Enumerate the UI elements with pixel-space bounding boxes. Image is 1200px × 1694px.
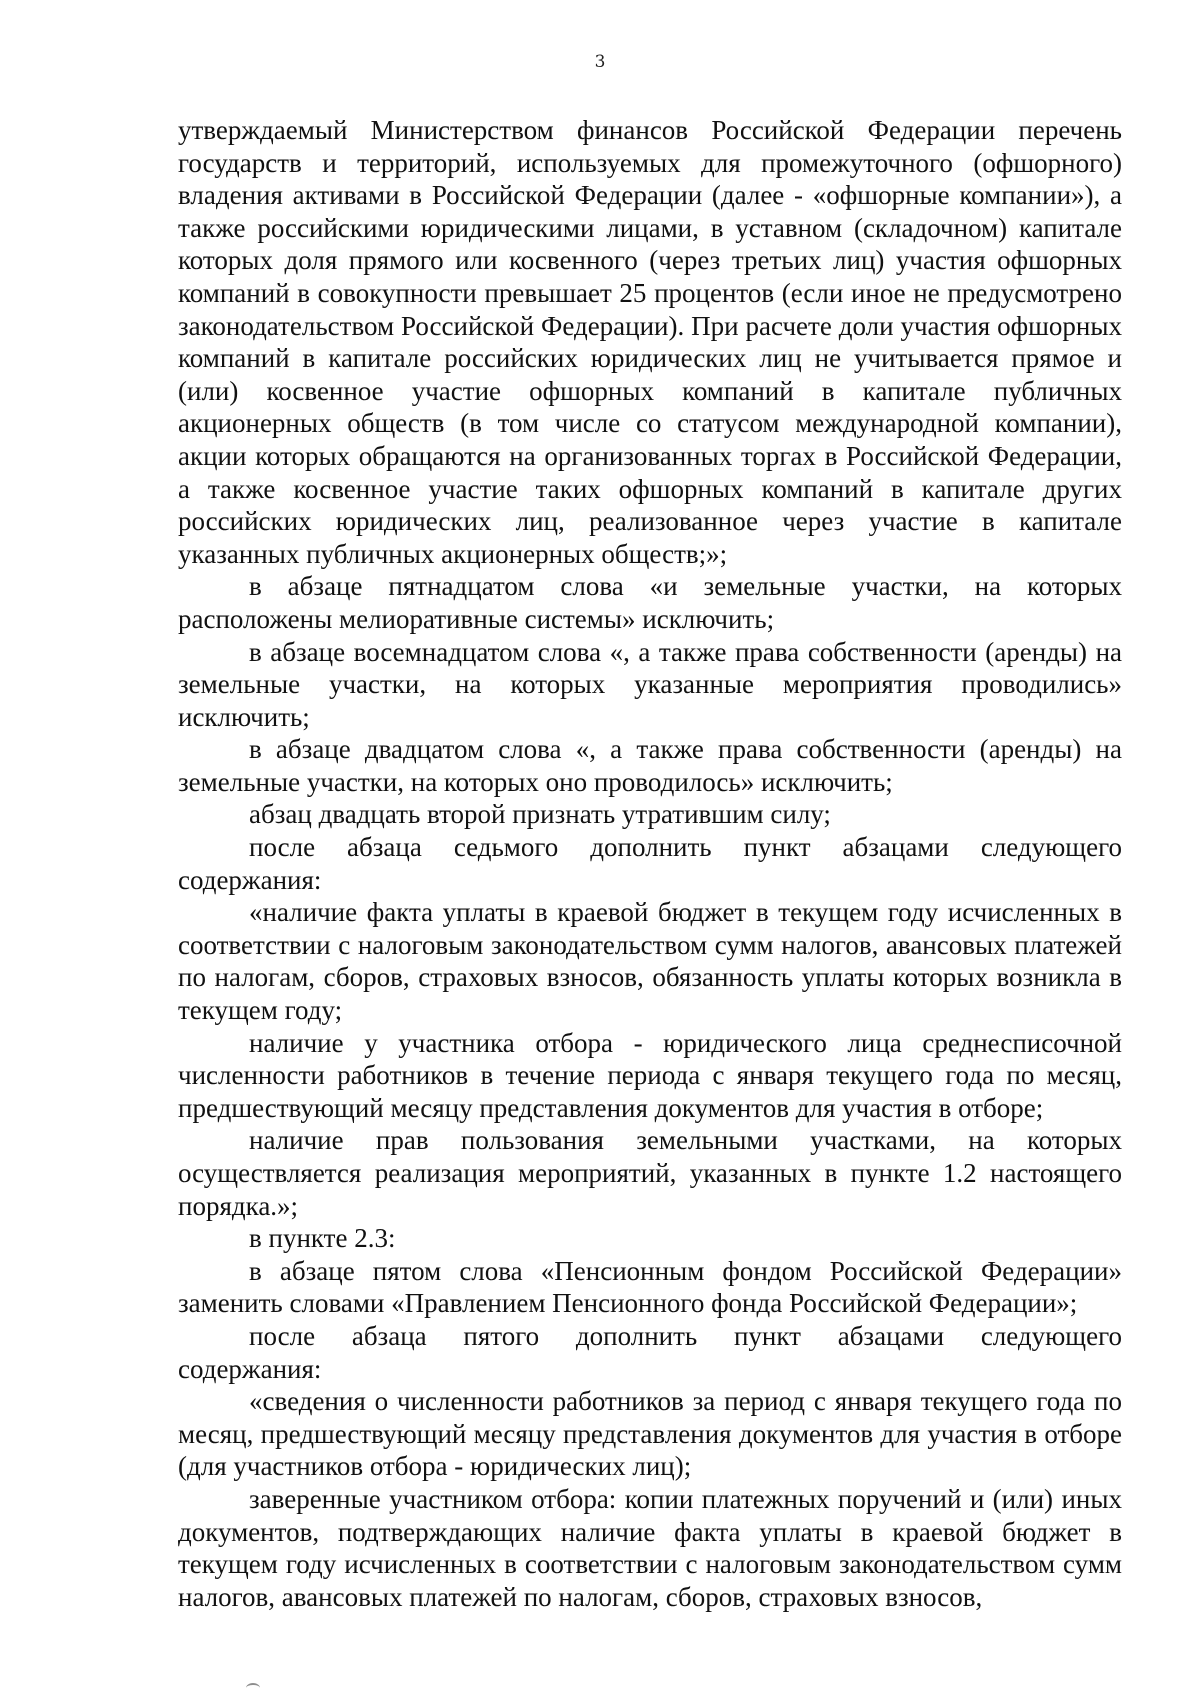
paragraph: заверенные участником отбора: копии платежных поручений и (или) иных документов, подтверждающих наличие факта уплаты в краевой бюджет в текущем году исчисленных в соответствии с налоговым законодательством сумм налогов, авансовых платежей по налогам, сборов, страховых взносов, [178,1483,1122,1612]
paragraph: в абзаце восемнадцатом слова «, а также права собственности (аренды) на земельные участки, на которых указанные мероприятия проводились» исключить; [178,636,1122,732]
paragraph: после абзаца пятого дополнить пункт абзацами следующего содержания: [178,1320,1122,1384]
paragraph: абзац двадцать второй признать утратившим силу; [249,799,831,830]
paragraph: в абзаце двадцатом слова «, а также права собственности (аренды) на земельные участки, на которых оно проводилось» исключить; [178,734,1122,797]
scan-artifact [246,1683,260,1693]
paragraph: после абзаца седьмого дополнить пункт абзацами следующего содержания: [178,832,1122,895]
paragraph: «наличие факта уплаты в краевой бюджет в текущем году исчисленных в соответствии с налоговым законодательством сумм налогов, авансовых платежей по налогам, сборов, страховых взносов, обязанность уплаты которых возникла в текущем году; [178,897,1122,1026]
paragraph: в пункте 2.3: [249,1223,396,1254]
paragraph: «сведения о численности работников за период с января текущего года по месяц, предшествующий месяцу представления документов для участия в отборе (для участников отбора - юридических лиц); [178,1386,1122,1482]
document-body [178,114,1122,1613]
paragraph: утверждаемый Министерством финансов Российской Федерации перечень государств и территорий, используемых для промежуточного (офшорного) владения активами в Российской Федерации (далее - «офшорные компании»), а также российскими юридическими лицами, в уставном (складочном) капитале которых доля прямого или косвенного (через третьих лиц) участия офшорных компаний в совокупности превышает 25 процентов (если иное не предусмотрено законодательством Российской Федерации). При расчете доли участия офшорных компаний в капитале российских юридических лиц не учитывается прямое и (или) косвенное участие офшорных компаний в капитале публичных акционерных обществ (в том числе со статусом международной компании), акции которых обращаются на организованных торгах в Российской Федерации, а также косвенное участие таких офшорных компаний в капитале других российских юридических лиц, реализованное через участие в капитале указанных публичных акционерных обществ;»; [178,115,1122,569]
paragraph: наличие прав пользования земельными участками, на которых осуществляется реализация мероприятий, указанных в пункте 1.2 настоящего порядка.»; [178,1125,1122,1221]
paragraph: в абзаце пятнадцатом слова «и земельные участки, на которых расположены мелиоративные системы» исключить; [178,571,1122,634]
paragraph: в абзаце пятом слова «Пенсионным фондом Российской Федерации» заменить словами «Правлением Пенсионного фонда Российской Федерации»; [178,1255,1122,1319]
paragraph: наличие у участника отбора - юридического лица среднесписочной численности работников в течение периода с января текущего года по месяц, предшествующий месяцу представления документов для участия в отборе; [178,1027,1122,1123]
page-number: 3 [594,52,606,72]
